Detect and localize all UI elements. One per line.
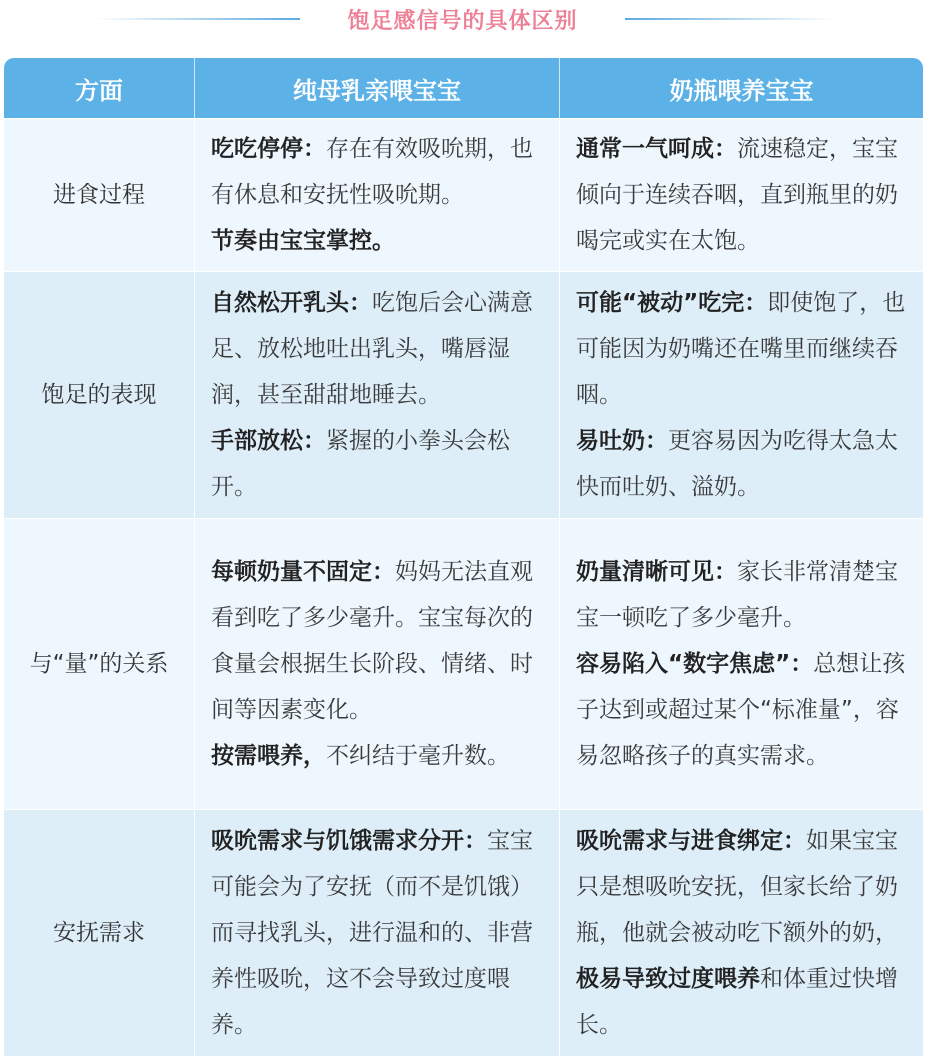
bold-label: 按需喂养， — [211, 743, 326, 769]
cell-text: 家长非常清楚宝宝一顿吃了多少毫升。 — [576, 559, 898, 631]
bold-label: 自然松开乳头： — [211, 290, 372, 316]
bold-label: 吸吮需求与饥饿需求分开： — [211, 828, 487, 854]
bold-label: 可能“被动”吃完： — [576, 290, 768, 316]
table-row — [4, 518, 923, 809]
bold-label: 节奏由宝宝掌控。 — [211, 228, 395, 254]
aspect-cell: 与“量”的关系 — [4, 518, 194, 809]
bottle-cell — [559, 809, 923, 1056]
table-header-row — [4, 58, 923, 118]
cell-text: 宝宝可能会为了安抚（而不是饥饿）而寻找乳头，进行温和的、非营养性吸吮，这不会导致过度喂养。 — [211, 828, 533, 1038]
cell-text: 总想让孩子达到或超过某个“标准量”，容易忽略孩子的真实需求。 — [576, 651, 906, 769]
title-row — [0, 0, 927, 40]
bold-label: 每顿奶量不固定： — [211, 559, 395, 585]
breast-cell — [194, 809, 559, 1056]
bottle-cell — [559, 518, 923, 809]
header-bottle-feeding: 奶瓶喂养宝宝 — [559, 58, 923, 118]
bold-label: 奶量清晰可见： — [576, 559, 737, 585]
bold-label: 易吐奶： — [576, 428, 668, 454]
breast-cell — [194, 518, 559, 809]
cell-text: 紧握的小拳头会松开。 — [211, 428, 510, 500]
cell-text: 吃饱后会心满意足、放松地吐出乳头，嘴唇湿润，甚至甜甜地睡去。 — [211, 290, 533, 408]
bottle-cell — [559, 271, 923, 518]
cell-text: 不纠结于毫升数。 — [326, 743, 510, 769]
aspect-cell: 饱足的表现 — [4, 271, 194, 518]
breast-cell — [194, 118, 559, 271]
cell-text: 妈妈无法直观看到吃了多少毫升。宝宝每次的食量会根据生长阶段、情绪、时间等因素变化。 — [211, 559, 533, 723]
aspect-cell: 安抚需求 — [4, 809, 194, 1056]
comparison-table — [4, 58, 923, 1056]
page-title: 饱足感信号的具体区别 — [347, 9, 578, 34]
table-row — [4, 809, 923, 1056]
cell-text: 如果宝宝只是想吸吮安抚，但家长给了奶瓶，他就会被动吃下额外的奶， — [576, 828, 898, 946]
bottle-cell — [559, 118, 923, 271]
bold-label: 极易导致过度喂养 — [576, 966, 760, 992]
cell-text: 即使饱了，也可能因为奶嘴还在嘴里而继续吞咽。 — [576, 290, 906, 408]
header-breastfeeding: 纯母乳亲喂宝宝 — [194, 58, 559, 118]
bold-label: 容易陷入“数字焦虑”： — [576, 651, 814, 677]
title-divider-left — [95, 18, 300, 20]
table-row — [4, 118, 923, 271]
bold-label: 手部放松： — [211, 428, 326, 454]
bold-label: 吃吃停停： — [211, 136, 326, 162]
cell-text: 和体重过快增长。 — [576, 966, 898, 1038]
cell-text: 更容易因为吃得太急太快而吐奶、溢奶。 — [576, 428, 898, 500]
bold-label: 吸吮需求与进食绑定： — [576, 828, 806, 854]
aspect-cell: 进食过程 — [4, 118, 194, 271]
header-aspect: 方面 — [4, 58, 194, 118]
table-row — [4, 271, 923, 518]
cell-text: 流速稳定，宝宝倾向于连续吞咽，直到瓶里的奶喝完或实在太饱。 — [576, 136, 898, 254]
cell-text: 存在有效吸吮期，也有休息和安抚性吸吮期。 — [211, 136, 533, 208]
bold-label: 通常一气呵成： — [576, 136, 737, 162]
title-divider-right — [625, 18, 835, 20]
breast-cell — [194, 271, 559, 518]
